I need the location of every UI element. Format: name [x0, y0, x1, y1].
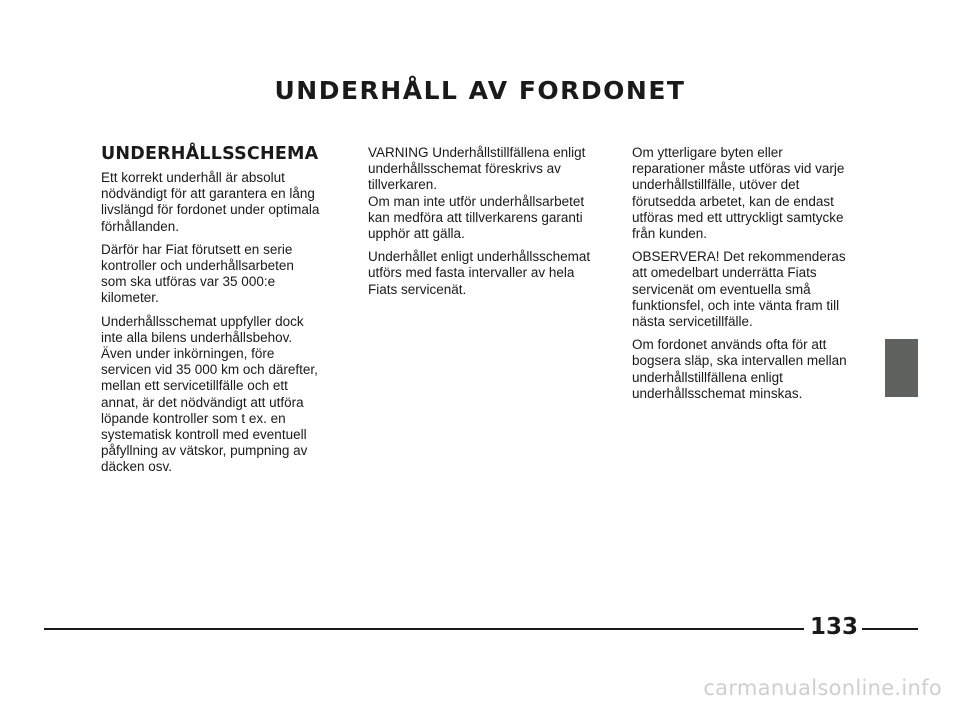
- paragraph: Om fordonet används ofta för att bogsera släp, ska intervallen mellan underhållstillfällena enligt underhållsschemat minskas.: [632, 337, 847, 401]
- paragraph: Underhållet enligt underhållsschemat utförs med fasta intervaller av hela Fiats servicenät.: [368, 249, 591, 297]
- text-column-2: [368, 145, 608, 305]
- paragraph: Om ytterligare byten eller reparationer måste utföras vid varje underhållstillfälle, utöver det förutsedda arbetet, kan de endast utföras med ett uttryckligt samtycke från kunden.: [632, 145, 845, 242]
- footer-rule-right: [862, 628, 918, 630]
- paragraph: Ett korrekt underhåll är absolut nödvändigt för att garantera en lång livslängd för fordonet under optimala förhållanden.: [101, 170, 320, 234]
- warning-paragraph: VARNING Underhållstillfällena enligt underhållsschemat föreskrivs av tillverkaren. Om man inte utför underhållsarbetet kan medföra att tillverkarens garanti upphör att gälla.: [368, 145, 586, 242]
- text-column-3: [632, 145, 877, 409]
- watermark: carmanualsonline.info: [703, 676, 942, 700]
- page-number: 133: [809, 614, 858, 640]
- paragraph: Underhållsschemat uppfyller dock inte alla bilens underhållsbehov. Även under inkörningen, före servicen vid 35 000 km och därefter, mellan ett servicetillfälle och ett annat, är det nödvändigt att utföra löpande kontroller som t ex. en systematisk kontroll med eventuell påfyllning av vätskor, pumpning av däcken osv.: [101, 313, 318, 475]
- footer-rule-left: [44, 628, 804, 630]
- section-thumb-tab: [885, 339, 918, 397]
- section-heading: UNDERHÅLLSSCHEMA: [101, 144, 319, 164]
- text-column-1: [101, 170, 341, 483]
- page-title: UNDERHÅLL AV FORDONET: [274, 76, 686, 105]
- paragraph: Därför har Fiat förutsett en serie kontroller och underhållsarbeten som ska utföras var 35 000:e kilometer.: [101, 241, 294, 306]
- note-paragraph: OBSERVERA! Det rekommenderas att omedelbart underrätta Fiats servicenät om eventuella små funktionsfel, och inte vänta fram till nästa servicetillfälle.: [632, 249, 846, 330]
